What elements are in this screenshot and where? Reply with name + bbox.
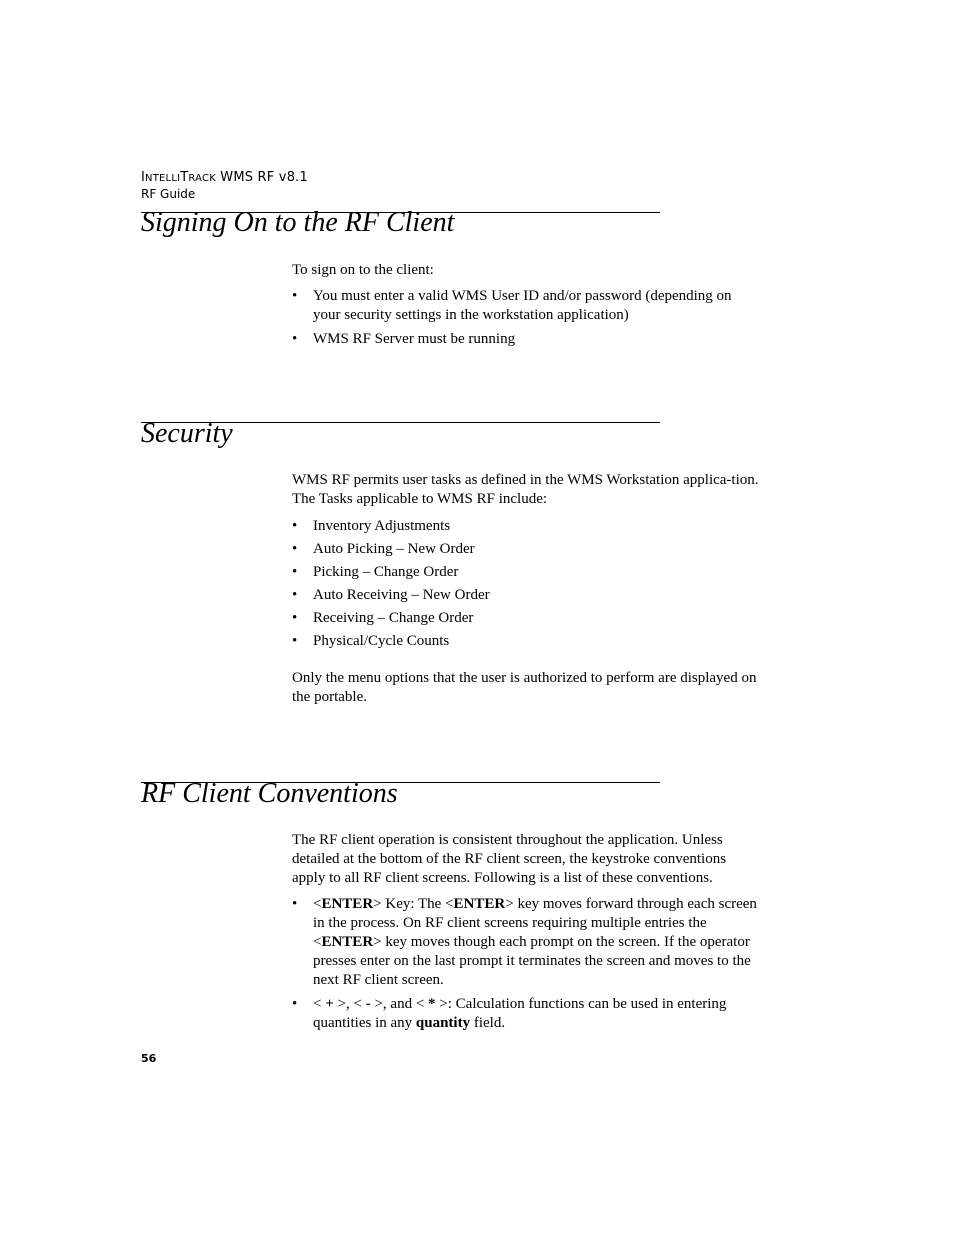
paragraph: Only the menu options that the user is authorized to perform are displayed on the portable. bbox=[292, 670, 757, 705]
bullet-list bbox=[292, 287, 762, 349]
list-item: • Auto Receiving – New Order bbox=[292, 586, 762, 605]
list-item: • You must enter a valid WMS User ID and/or password (depending on your security settings in the workstation application) bbox=[292, 287, 762, 325]
bullet-list bbox=[292, 517, 762, 651]
running-header bbox=[141, 170, 308, 201]
paragraph: WMS RF permits user tasks as defined in the WMS Workstation applica-tion. The Tasks applicable to WMS RF include: bbox=[292, 472, 759, 507]
list-item: • Picking – Change Order bbox=[292, 563, 762, 582]
section-title-conventions: RF Client Conventions bbox=[141, 778, 398, 809]
list-item: • Inventory Adjustments bbox=[292, 517, 762, 536]
list-item: • < + >, < - >, and < * >: Calculation functions can be used in entering quantities in any quantity field. bbox=[292, 995, 762, 1033]
list-item: • Physical/Cycle Counts bbox=[292, 632, 762, 651]
product-title: INTELLITRACK WMS RF v8.1 bbox=[141, 170, 308, 185]
guide-title: RF Guide bbox=[141, 187, 196, 201]
bullet-list bbox=[292, 895, 762, 1033]
paragraph: To sign on to the client: bbox=[292, 262, 434, 278]
section-title-security: Security bbox=[141, 418, 233, 449]
section-title-signing: Signing On to the RF Client bbox=[141, 207, 455, 238]
list-item: • <ENTER> Key: The <ENTER> key moves forward through each screen in the process. On RF client screens requiring multiple entries the <ENTER> key moves though each prompt on the screen. If the operator presses enter on the last prompt it terminates the screen and moves to the next RF client screen. bbox=[292, 895, 762, 990]
section-body-conventions bbox=[292, 831, 762, 1033]
section-body-security bbox=[292, 471, 762, 707]
list-item: • Receiving – Change Order bbox=[292, 609, 762, 628]
list-item: • WMS RF Server must be running bbox=[292, 330, 762, 349]
section-body-signing bbox=[292, 261, 762, 349]
paragraph: The RF client operation is consistent throughout the application. Unless detailed at the bottom of the RF client screen, the keystroke conventions apply to all RF client screens. Following is a list of these conventions. bbox=[292, 832, 727, 886]
list-item: • Auto Picking – New Order bbox=[292, 540, 762, 559]
page-number: 56 bbox=[141, 1052, 157, 1065]
